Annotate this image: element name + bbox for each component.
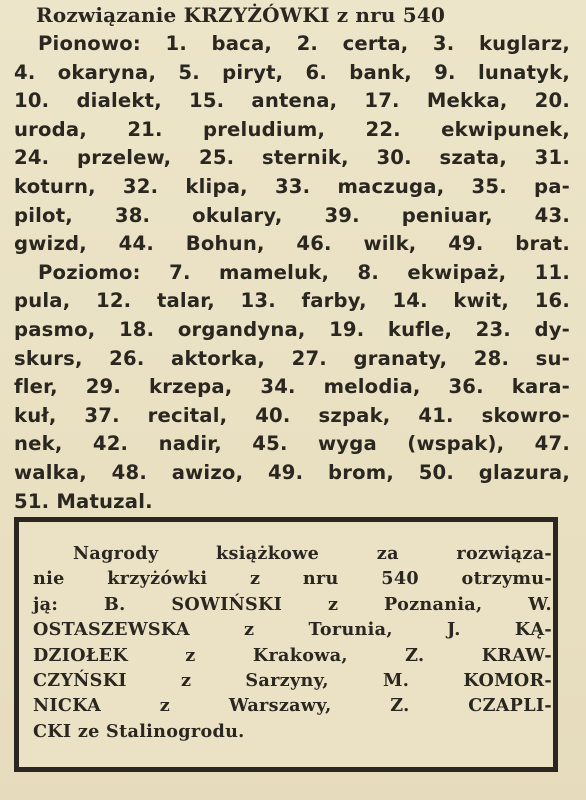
crossword-answers — [14, 30, 570, 516]
answer-line: nek, 42. nadir, 45. wyga (wspak), 47. — [14, 432, 570, 456]
prize-line: ją: B. SOWIŃSKI z Poznania, W. — [33, 593, 552, 615]
answer-line: pilot, 38. okulary, 39. peniuar, 43. — [14, 203, 570, 227]
answer-line: fler, 29. krzepa, 34. melodia, 36. kara- — [14, 375, 570, 399]
prize-line: nie krzyżówki z nru 540 otrzymu- — [33, 568, 552, 590]
prize-line: DZIOŁEK z Krakowa, Z. KRAW- — [33, 644, 552, 666]
prize-line: CZYŃSKI z Sarzyny, M. KOMOR- — [33, 669, 552, 691]
prize-winners-text — [33, 541, 552, 744]
answer-line: skurs, 26. aktorka, 27. granaty, 28. su- — [14, 346, 570, 370]
prize-line: CKI ze Stalinogrodu. — [33, 720, 245, 742]
answer-line: Poziomo: 7. mameluk, 8. ekwipaż, 11. — [38, 260, 570, 284]
answer-line: 4. okaryna, 5. piryt, 6. bank, 9. lunatyk, — [14, 60, 570, 84]
prize-line: OSTASZEWSKA z Torunia, J. KĄ- — [33, 619, 552, 641]
solution-heading: Rozwiązanie KRZYŻÓWKI z nru 540 — [36, 3, 446, 27]
answer-line: 24. przelew, 25. sternik, 30. szata, 31. — [14, 146, 570, 170]
answer-line: pula, 12. talar, 13. farby, 14. kwit, 16. — [14, 289, 570, 313]
answer-line: walka, 48. awizo, 49. brom, 50. glazura, — [14, 460, 570, 484]
answer-line: Pionowo: 1. baca, 2. certa, 3. kuglarz, — [38, 32, 570, 55]
answer-line: 51. Matuzal. — [14, 489, 153, 513]
answer-line: pasmo, 18. organdyna, 19. kufle, 23. dy- — [14, 317, 570, 341]
prize-line: NICKA z Warszawy, Z. CZAPLI- — [33, 695, 552, 717]
answer-line: uroda, 21. preludium, 22. ekwipunek, — [14, 117, 570, 141]
answer-line: gwizd, 44. Bohun, 46. wilk, 49. brat. — [14, 232, 570, 256]
prize-line: Nagrody książkowe za rozwiąza- — [73, 543, 552, 564]
answer-line: koturn, 32. klipa, 33. maczuga, 35. pa- — [14, 174, 570, 198]
answer-line: 10. dialekt, 15. antena, 17. Mekka, 20. — [14, 89, 570, 113]
answer-line: kuł, 37. recital, 40. szpak, 41. skowro- — [14, 403, 570, 427]
